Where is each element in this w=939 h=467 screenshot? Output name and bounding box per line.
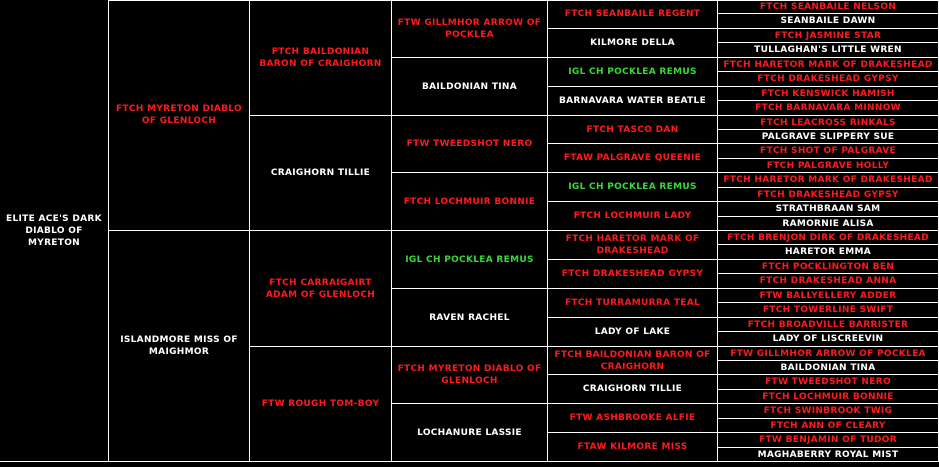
- ancestor-gen5: [718, 0, 939, 14]
- ancestor-gen3: [392, 0, 548, 58]
- ancestor-gen2: [250, 0, 392, 116]
- dog-name: FTCH HARETOR MARK OF DRAKESHEAD: [723, 59, 933, 70]
- dog-name: LADY OF LISCREEVIN: [772, 334, 884, 344]
- dog-name: LADY OF LAKE: [594, 327, 671, 337]
- dog-name: FTW TWEEDSHOT NERO: [765, 377, 891, 387]
- ancestor-gen5: [718, 101, 939, 116]
- ancestor-gen4: [548, 404, 718, 433]
- ancestor-gen5: [718, 72, 939, 87]
- ancestor-gen5: [718, 159, 939, 173]
- ancestor-gen2: [250, 116, 392, 231]
- ancestor-gen5: [718, 289, 939, 303]
- dog-name: FTCH DRAKESHEAD GYPSY: [561, 269, 704, 279]
- dog-name: FTCH BAILDONIAN BARON OF CRAIGHORN: [554, 349, 711, 372]
- dog-name: ISLANDMORE MISS OF MAIGHMOR: [120, 335, 238, 357]
- ancestor-gen5: [718, 375, 939, 390]
- ancestor-gen5: [718, 116, 939, 130]
- ancestor-gen5: [718, 274, 939, 289]
- dog-name: KILMORE DELLA: [590, 38, 675, 48]
- ancestor-gen4: [548, 58, 718, 87]
- ancestor-gen1: [109, 0, 250, 231]
- dog-name: FTAW KILMORE MISS: [577, 442, 688, 452]
- ancestor-gen4: [548, 29, 718, 58]
- dog-name: FTW TWEEDSHOT NERO: [406, 139, 533, 149]
- ancestor-gen5: [718, 245, 939, 260]
- dog-name: FTCH LOCHMUIR LADY: [573, 211, 692, 221]
- ancestor-gen4: [548, 347, 718, 375]
- dog-name: FTW GILLMHOR ARROW OF POCKLEA: [730, 348, 926, 359]
- ancestor-gen5: [718, 14, 939, 29]
- dog-name: FTCH BAILDONIAN BARON OF CRAIGHORN: [259, 46, 382, 69]
- dog-name: FTCH BROADVILLE BARRISTER: [747, 319, 909, 330]
- ancestor-gen5: [718, 29, 939, 43]
- dog-name: BAILDONIAN TINA: [421, 81, 518, 92]
- ancestor-gen5: [718, 202, 939, 217]
- dog-name: FTCH LOCHMUIR BONNIE: [403, 196, 536, 207]
- ancestor-gen5: [718, 231, 939, 245]
- ancestor-gen3: [392, 58, 548, 116]
- dog-name: FTCH DRAKESHEAD ANNA: [759, 276, 897, 286]
- subject-dog: [0, 0, 109, 462]
- ancestor-gen3: [392, 404, 548, 462]
- dog-name: FTCH DRAKESHEAD GYPSY: [757, 189, 899, 200]
- ancestor-gen5: [718, 58, 939, 72]
- ancestor-gen5: [718, 390, 939, 404]
- dog-name: FTCH ANN OF CLEARY: [770, 420, 886, 431]
- ancestor-gen4: [548, 0, 718, 29]
- ancestor-gen4: [548, 260, 718, 289]
- dog-name: HARETOR EMMA: [784, 247, 872, 257]
- ancestor-gen5: [718, 347, 939, 361]
- ancestor-gen4: [548, 202, 718, 231]
- dog-name: FTW ROUGH TOM-BOY: [261, 399, 380, 409]
- dog-name: IGL CH POCKLEA REMUS: [568, 182, 697, 192]
- dog-name: IGL CH POCKLEA REMUS: [568, 67, 697, 77]
- dog-name: FTCH DRAKESHEAD GYPSY: [757, 74, 899, 84]
- ancestor-gen4: [548, 375, 718, 404]
- dog-name: STRATHBRAAN SAM: [775, 204, 881, 214]
- dog-name: SEANBAILE DAWN: [780, 16, 876, 26]
- ancestor-gen5: [718, 43, 939, 58]
- dog-name: IGL CH POCKLEA REMUS: [405, 254, 534, 265]
- ancestor-gen5: [718, 130, 939, 144]
- dog-name: FTCH MYRETON DIABLO OF GLENLOCH: [397, 364, 542, 386]
- ancestor-gen2: [250, 347, 392, 462]
- dog-name: FTW GILLMHOR ARROW OF POCKLEA: [397, 17, 542, 40]
- ancestor-gen4: [548, 144, 718, 173]
- dog-name: FTCH MYRETON DIABLO OF GLENLOCH: [116, 104, 242, 126]
- ancestor-gen5: [718, 419, 939, 433]
- ancestor-gen4: [548, 87, 718, 116]
- ancestor-gen5: [718, 144, 939, 159]
- dog-name: FTCH TASCO DAN: [586, 124, 679, 135]
- ancestor-gen4: [548, 318, 718, 347]
- dog-name: FTW BALLYELLERY ADDER: [759, 290, 897, 301]
- ancestor-gen4: [548, 116, 718, 144]
- dog-name: RAVEN RACHEL: [429, 312, 510, 323]
- dog-name: RAMORNIE ALISA: [782, 218, 874, 229]
- dog-name: FTCH LEACROSS RINKALS: [760, 117, 896, 128]
- ancestor-gen4: [548, 289, 718, 318]
- ancestor-gen5: [718, 173, 939, 188]
- dog-name: FTCH BARNAVARA MINNOW: [755, 103, 901, 113]
- dog-name: BARNAVARA WATER BEATLE: [558, 96, 707, 106]
- ancestor-gen3: [392, 289, 548, 347]
- ancestor-gen5: [718, 303, 939, 318]
- dog-name: FTCH HARETOR MARK OF DRAKESHEAD: [723, 175, 933, 185]
- dog-name: FTW BENJAMIN OF TUDOR: [759, 435, 897, 445]
- ancestor-gen1: [109, 231, 250, 462]
- dog-name: ELITE ACE'S DARK DIABLO OF MYRETON: [6, 213, 102, 248]
- dog-name: FTCH SEANBAILE NELSON: [759, 1, 897, 12]
- ancestor-gen3: [392, 231, 548, 289]
- ancestor-gen5: [718, 188, 939, 202]
- dog-name: FTAW PALGRAVE QUEENIE: [563, 153, 702, 163]
- ancestor-gen5: [718, 332, 939, 347]
- dog-name: FTCH HARETOR MARK OF DRAKESHEAD: [565, 234, 700, 256]
- dog-name: FTCH SHOT OF PALGRAVE: [760, 146, 896, 156]
- dog-name: FTCH BRENJON DIRK OF DRAKESHEAD: [727, 232, 929, 243]
- dog-name: PALGRAVE SLIPPERY SUE: [761, 131, 895, 142]
- top-border: [109, 0, 939, 1]
- dog-name: FTCH SWINBROOK TWIG: [763, 406, 893, 416]
- dog-name: FTCH LOCHMUIR BONNIE: [762, 391, 894, 402]
- dog-name: FTCH CARRAIGAIRT ADAM OF GLENLOCH: [265, 277, 376, 300]
- dog-name: TULLAGHAN'S LITTLE WREN: [754, 45, 902, 55]
- ancestor-gen3: [392, 173, 548, 231]
- ancestor-gen5: [718, 433, 939, 448]
- ancestor-gen4: [548, 231, 718, 260]
- ancestor-gen5: [718, 404, 939, 419]
- dog-name: FTW ASHBROOKE ALFIE: [569, 413, 696, 423]
- ancestor-gen5: [718, 260, 939, 274]
- ancestor-gen4: [548, 173, 718, 202]
- ancestor-gen5: [718, 87, 939, 101]
- dog-name: FTCH PALGRAVE HOLLY: [766, 160, 890, 171]
- dog-name: BAILDONIAN TINA: [780, 362, 876, 373]
- dog-name: FTCH JASMINE STAR: [774, 30, 882, 41]
- ancestor-gen3: [392, 347, 548, 404]
- ancestor-gen2: [250, 231, 392, 347]
- dog-name: FTCH TOWERLINE SWIFT: [762, 305, 894, 315]
- ancestor-gen5: [718, 361, 939, 375]
- ancestor-gen3: [392, 116, 548, 173]
- dog-name: FTCH KENSWICK HAMISH: [761, 88, 895, 99]
- dog-name: CRAIGHORN TILLIE: [582, 384, 683, 394]
- dog-name: FTCH POCKLINGTON BEN: [761, 261, 895, 272]
- dog-name: FTCH TURRAMURRA TEAL: [564, 298, 701, 308]
- dog-name: LOCHANURE LASSIE: [417, 427, 522, 438]
- ancestor-gen5: [718, 318, 939, 332]
- ancestor-gen5: [718, 217, 939, 231]
- dog-name: FTCH SEANBAILE REGENT: [564, 9, 701, 19]
- dog-name: MAGHABERRY ROYAL MIST: [757, 449, 899, 460]
- ancestor-gen5: [718, 448, 939, 462]
- dog-name: CRAIGHORN TILLIE: [270, 168, 371, 178]
- ancestor-gen4: [548, 433, 718, 462]
